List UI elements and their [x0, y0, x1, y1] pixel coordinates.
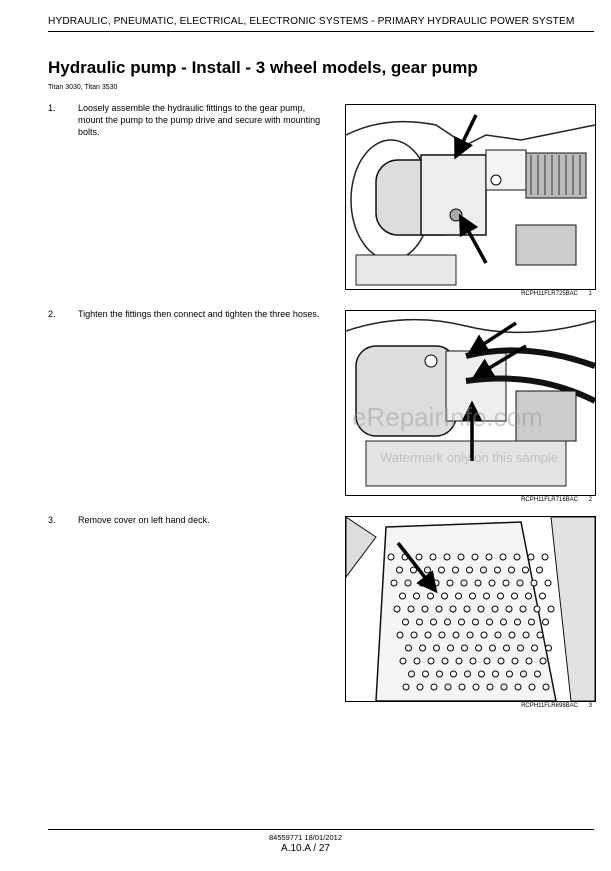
deck-hole: [546, 645, 552, 651]
deck-hole: [444, 554, 450, 560]
deck-hole: [537, 567, 543, 573]
deck-hole: [451, 671, 457, 677]
figure-1-pump-drive-photo: [345, 104, 596, 290]
deck-hole: [414, 593, 420, 599]
deck-hole: [442, 658, 448, 664]
deck-hole: [493, 671, 499, 677]
footer-page-number: A.10.A / 27: [281, 843, 330, 854]
deck-hole: [417, 684, 423, 690]
deck-hole: [523, 632, 529, 638]
footer-doc-number: 84559771 18/01/2012: [269, 833, 342, 842]
deck-hole: [509, 567, 515, 573]
figure-number: 3: [588, 703, 592, 709]
deck-hole: [419, 580, 425, 586]
deck-hole: [534, 606, 540, 612]
deck-hole: [437, 671, 443, 677]
deck-hole: [531, 580, 537, 586]
deck-hole: [462, 645, 468, 651]
header-rule: [48, 31, 594, 32]
page-title: Hydraulic pump - Install - 3 wheel models, gear pump: [48, 58, 478, 77]
deck-hole: [498, 658, 504, 664]
step-number: 2.: [48, 309, 56, 319]
figure-number: 1: [588, 291, 592, 297]
section-header: HYDRAULIC, PNEUMATIC, ELECTRICAL, ELECTRONIC SYSTEMS - PRIMARY HYDRAULIC POWER SYSTEM: [48, 16, 575, 27]
deck-hole: [517, 580, 523, 586]
deck-hole: [512, 593, 518, 599]
deck-hole: [403, 684, 409, 690]
deck-hole: [514, 554, 520, 560]
deck-hole: [509, 632, 515, 638]
step-number: 1.: [48, 103, 56, 113]
deck-hole: [501, 684, 507, 690]
step-text: Tighten the fittings then connect and tighten the three hoses.: [78, 309, 320, 319]
deck-hole: [430, 554, 436, 560]
deck-hole: [425, 567, 431, 573]
deck-hole: [481, 632, 487, 638]
deck-hole: [526, 593, 532, 599]
deck-hole: [472, 554, 478, 560]
deck-hole: [428, 593, 434, 599]
deck-hole: [434, 645, 440, 651]
deck-hole: [453, 632, 459, 638]
deck-hole: [388, 554, 394, 560]
deck-hole: [548, 606, 554, 612]
deck-hole: [465, 671, 471, 677]
deck-hole: [540, 593, 546, 599]
deck-hole: [447, 580, 453, 586]
deck-hole: [397, 632, 403, 638]
deck-hole: [397, 567, 403, 573]
deck-hole: [492, 606, 498, 612]
deck-hole: [500, 554, 506, 560]
deck-hole: [470, 658, 476, 664]
deck-hole: [504, 645, 510, 651]
deck-hole: [414, 658, 420, 664]
deck-hole: [459, 619, 465, 625]
deck-hole: [411, 632, 417, 638]
deck-hole: [520, 606, 526, 612]
deck-hole: [436, 606, 442, 612]
deck-hole: [487, 619, 493, 625]
deck-hole: [535, 671, 541, 677]
deck-hole: [467, 632, 473, 638]
deck-hole: [495, 567, 501, 573]
deck-hole: [512, 658, 518, 664]
deck-hole: [537, 632, 543, 638]
deck-hole: [425, 632, 431, 638]
deck-hole: [417, 619, 423, 625]
step-text: Remove cover on left hand deck.: [78, 515, 210, 525]
deck-hole: [409, 671, 415, 677]
deck-hole: [498, 593, 504, 599]
deck-hole: [428, 658, 434, 664]
deck-hole: [475, 580, 481, 586]
deck-hole: [484, 593, 490, 599]
deck-hole: [490, 645, 496, 651]
deck-hole: [543, 619, 549, 625]
deck-hole: [529, 684, 535, 690]
figure-number: 2: [588, 497, 592, 503]
deck-hole: [391, 580, 397, 586]
model-list: Titan 3030, Titan 3530: [48, 84, 118, 91]
deck-hole: [439, 567, 445, 573]
deck-hole: [456, 593, 462, 599]
deck-hole: [416, 554, 422, 560]
deck-hole: [501, 619, 507, 625]
deck-hole: [406, 645, 412, 651]
deck-hole: [481, 567, 487, 573]
deck-hole: [422, 606, 428, 612]
deck-hole: [521, 671, 527, 677]
deck-hole: [515, 619, 521, 625]
deck-hole: [473, 684, 479, 690]
deck-hole: [400, 593, 406, 599]
deck-hole: [503, 580, 509, 586]
deck-hole: [507, 671, 513, 677]
deck-hole: [408, 606, 414, 612]
step-number: 3.: [48, 515, 56, 525]
deck-hole: [453, 567, 459, 573]
deck-hole: [405, 580, 411, 586]
figure-code: RCPH11FLR725BAC: [521, 291, 578, 297]
footer-rule: [48, 829, 594, 830]
deck-hole: [532, 645, 538, 651]
deck-hole: [423, 671, 429, 677]
deck-hole: [506, 606, 512, 612]
deck-hole: [456, 658, 462, 664]
deck-hole: [420, 645, 426, 651]
deck-hole: [445, 684, 451, 690]
deck-hole: [476, 645, 482, 651]
figure-code: RCPH11FLR716BAC: [521, 497, 578, 503]
deck-hole: [433, 580, 439, 586]
deck-hole: [518, 645, 524, 651]
deck-hole: [431, 619, 437, 625]
deck-hole: [526, 658, 532, 664]
deck-hole: [540, 658, 546, 664]
watermark-note: Watermark only on this sample: [380, 450, 558, 465]
deck-hole: [543, 684, 549, 690]
deck-hole: [394, 606, 400, 612]
deck-hole: [486, 554, 492, 560]
deck-hole: [479, 671, 485, 677]
deck-hole: [439, 632, 445, 638]
deck-hole: [542, 554, 548, 560]
deck-hole: [515, 684, 521, 690]
figure-3-deck-cover-photo: [345, 516, 596, 702]
deck-hole: [523, 567, 529, 573]
deck-hole: [442, 593, 448, 599]
deck-hole: [489, 580, 495, 586]
deck-hole: [487, 684, 493, 690]
deck-hole: [459, 684, 465, 690]
watermark-logo: eRepairInfo.com: [352, 402, 543, 432]
figure-code: RCPH11FLR698BAC: [521, 703, 578, 709]
deck-hole: [431, 684, 437, 690]
deck-hole: [470, 593, 476, 599]
step-text: Loosely assemble the hydraulic fittings to the gear pump, mount the pump to the pump drive and secure with mounting bolts.: [78, 103, 321, 137]
deck-hole: [529, 619, 535, 625]
deck-hole: [450, 606, 456, 612]
deck-hole: [484, 658, 490, 664]
deck-hole: [478, 606, 484, 612]
deck-hole: [495, 632, 501, 638]
deck-hole: [467, 567, 473, 573]
deck-hole: [445, 619, 451, 625]
deck-hole: [448, 645, 454, 651]
deck-hole: [464, 606, 470, 612]
deck-hole: [461, 580, 467, 586]
deck-hole: [528, 554, 534, 560]
deck-hole: [473, 619, 479, 625]
deck-hole: [400, 658, 406, 664]
deck-hole: [403, 619, 409, 625]
deck-hole: [545, 580, 551, 586]
deck-hole: [458, 554, 464, 560]
